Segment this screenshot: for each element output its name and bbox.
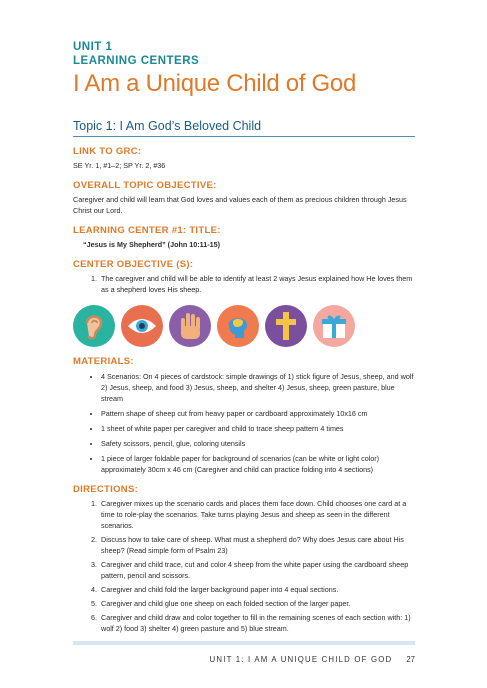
eye-icon (121, 305, 163, 347)
link-text: SE Yr. 1, #1–2; SP Yr. 2, #36 (73, 161, 166, 170)
page-content (73, 40, 415, 637)
list-item: 6. Caregiver and child draw and color together to fill in the remaining scenes of each section with: 1) wolf 2) food 3) shelter 4) green pasture and 5) blue stream. (99, 612, 415, 634)
gift-icon (313, 305, 355, 347)
link-heading: LINK TO GRC: (73, 146, 142, 157)
directions-heading: DIRECTIONS: (73, 484, 139, 495)
center-objective-heading: CENTER OBJECTIVE (S): (73, 259, 194, 270)
list-item: • 4 Scenarios: On 4 pieces of cardstock: simple drawings of 1) stick figure of Jesus, sheep, and wolf 2) Jesus, sheep, and food 3) Jesus, sheep, and shelter 4) Jesus, sheep, green pasture, blue stream (101, 371, 415, 404)
center-objective-list (73, 273, 415, 295)
cross-icon (265, 305, 307, 347)
objective-heading: OVERALL TOPIC OBJECTIVE: (73, 180, 217, 191)
senses-icon-row (73, 305, 415, 347)
objective-text: Caregiver and child will learn that God loves and values each of them as precious children through Jesus Christ our Lord. (73, 195, 407, 215)
materials-list (73, 371, 415, 475)
unit-label: UNIT 1 (73, 41, 113, 53)
footer-row (210, 655, 415, 664)
ear-icon (73, 305, 115, 347)
materials-heading: MATERIALS: (73, 356, 134, 367)
list-item: 4. Caregiver and child fold the larger background paper into 4 equal sections. (99, 584, 415, 595)
footer-title: UNIT 1: I AM A UNIQUE CHILD OF GOD (209, 655, 393, 664)
hand-icon (169, 305, 211, 347)
list-item: 1. Caregiver mixes up the scenario cards and places them face down. Child chooses one card at a time to role-play the scenarios. Take turns playing Jesus and sheep as seen in the different scenarios. (99, 498, 415, 531)
center-heading: LEARNING CENTER #1: TITLE: (73, 225, 221, 236)
section-label: LEARNING CENTERS (73, 55, 200, 67)
page-title: I Am a Unique Child of God (73, 70, 357, 97)
topic-heading: Topic 1: I Am God’s Beloved Child (73, 119, 415, 137)
center-objective-item: 1. The caregiver and child will be able to identify at least 2 ways Jesus explained how He loves them as a shepherd loves His sheep. (99, 273, 415, 295)
list-item: 5. Caregiver and child glue one sheep on each folded section of the larger paper. (99, 598, 415, 609)
list-item: • Pattern shape of sheep cut from heavy paper or cardboard approximately 10x16 cm (101, 408, 415, 419)
page-number: 27 (406, 655, 415, 664)
brain-icon (217, 305, 259, 347)
page-footer (73, 641, 415, 664)
list-item: • 1 piece of larger foldable paper for background of scenarios (can be white or light color) approximately 30cm x 46 cm (Caregiver and child can practice folding into 4 sections) (101, 453, 415, 475)
list-item: 3. Caregiver and child trace, cut and color 4 sheep from the white paper using the cardboard sheep pattern, pencil and scissors. (99, 559, 415, 581)
list-item: • 1 sheet of white paper per caregiver and child to trace sheep pattern 4 times (101, 423, 415, 434)
list-item: • Safety scissors, pencil, glue, coloring utensils (101, 438, 415, 449)
list-item: 2. Discuss how to take care of sheep. What must a shepherd do? Why does Jesus care about His sheep? (Read simple form of Psalm 23) (99, 534, 415, 556)
directions-list (73, 498, 415, 634)
center-title: “Jesus is My Shepherd” (John 10:11-15) (83, 240, 221, 249)
